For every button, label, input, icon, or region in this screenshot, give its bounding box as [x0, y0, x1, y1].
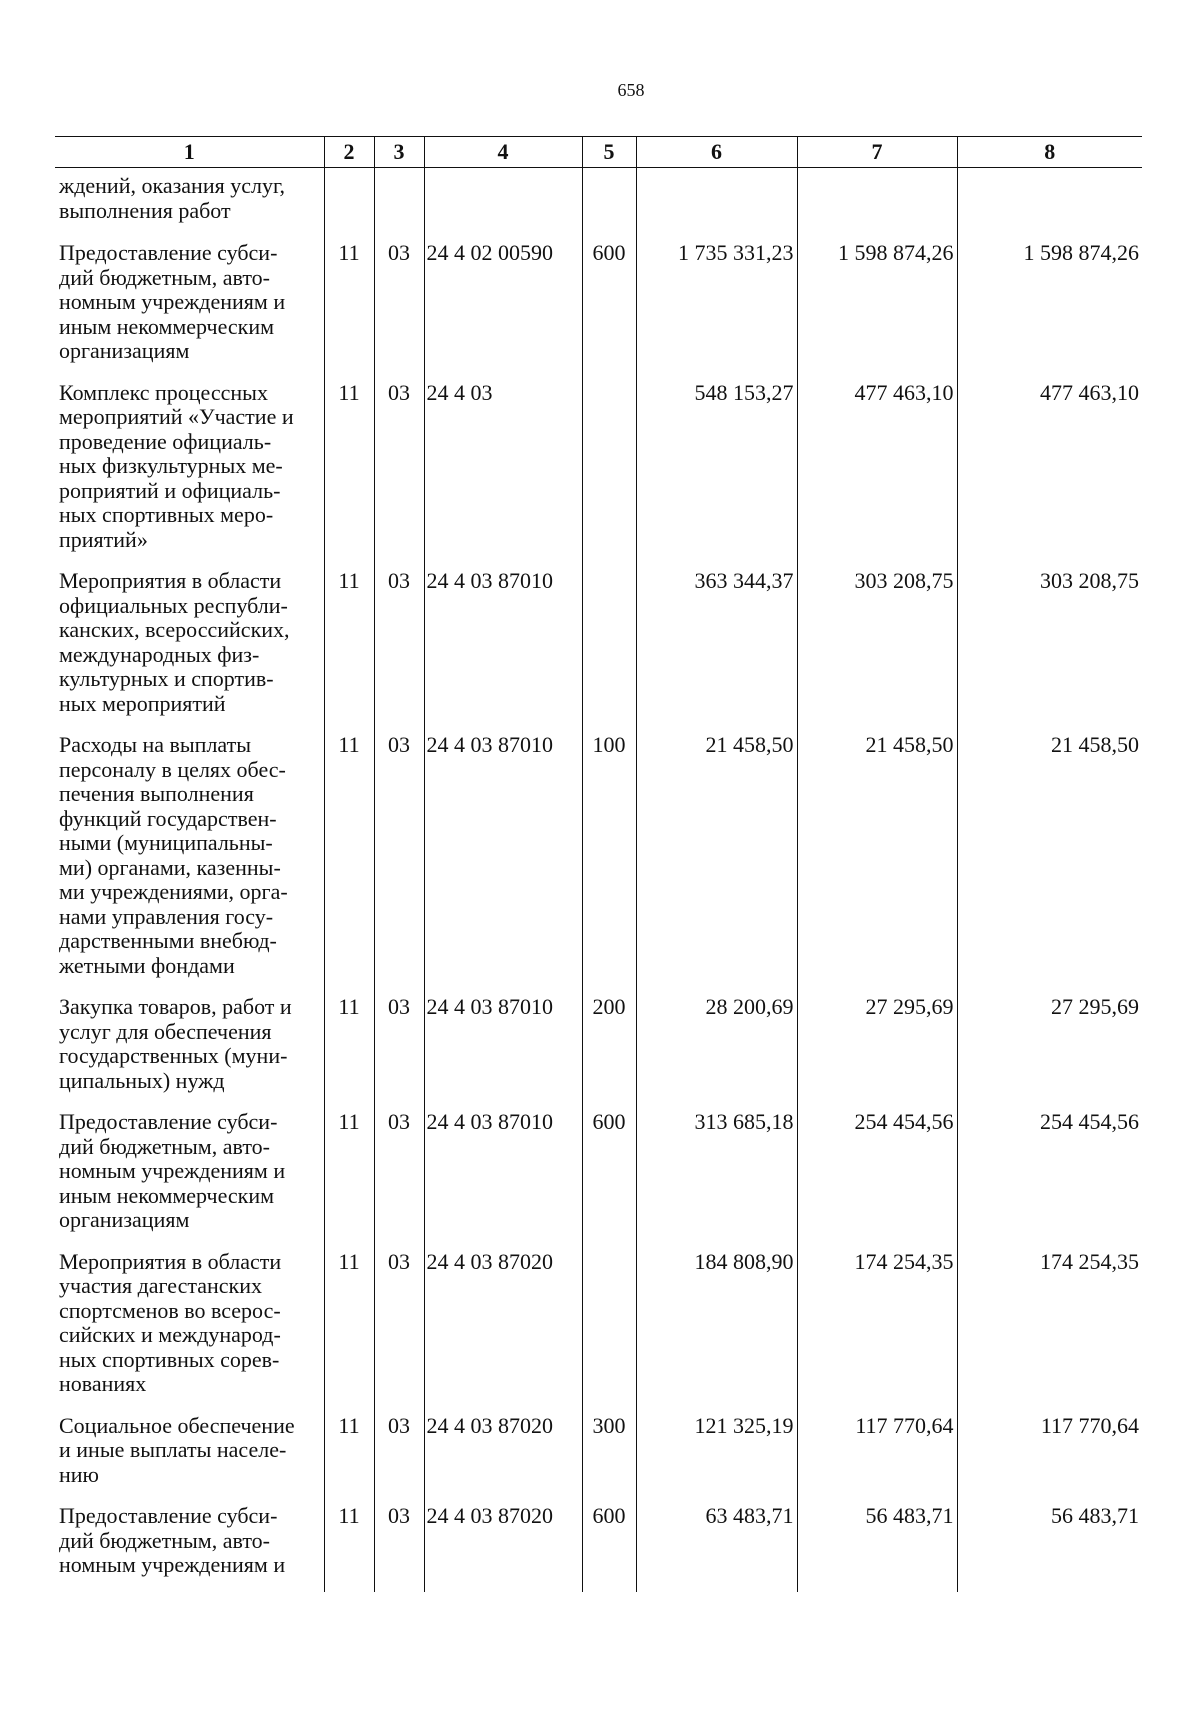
amount-cell: 174 254,35: [957, 1248, 1142, 1412]
table-row: [55, 1108, 1142, 1248]
table-row: [55, 168, 1142, 240]
amount-cell: 21 458,50: [636, 731, 797, 993]
amount-cell: 254 454,56: [957, 1108, 1142, 1248]
table-row: [55, 239, 1142, 379]
header-row: [55, 137, 1142, 168]
column-header: 3: [374, 137, 424, 168]
amount-cell: 117 770,64: [957, 1412, 1142, 1503]
table-body: [55, 168, 1142, 1592]
section-code-cell: 11: [324, 731, 374, 993]
section-code-cell: [324, 168, 374, 240]
column-header: 2: [324, 137, 374, 168]
expense-type-cell: [582, 379, 636, 568]
item-name-cell: Предоставление субси- дий бюджетным, авто- номным учреждениям и иным некоммерческим организациям: [59, 240, 286, 363]
target-article-cell: [424, 168, 582, 240]
expense-type-cell: [582, 567, 636, 731]
expense-type-cell: 600: [582, 239, 636, 379]
target-article-cell: 24 4 02 00590: [424, 239, 582, 379]
item-name-cell: Мероприятия в области официальных республи- канских, всероссийских, международных физ- культурных и спортив- ных мероприятий: [59, 568, 290, 716]
amount-cell: 1 735 331,23: [636, 239, 797, 379]
table-row: [55, 1248, 1142, 1412]
amount-cell: 1 598 874,26: [957, 239, 1142, 379]
amount-cell: 303 208,75: [797, 567, 957, 731]
section-code-cell: 11: [324, 567, 374, 731]
section-code-cell: 11: [324, 379, 374, 568]
expense-type-cell: 600: [582, 1502, 636, 1592]
amount-cell: [636, 168, 797, 240]
amount-cell: 1 598 874,26: [797, 239, 957, 379]
amount-cell: [957, 168, 1142, 240]
section-code-cell: 11: [324, 1412, 374, 1503]
expense-type-cell: [582, 1248, 636, 1412]
table-row: [55, 1412, 1142, 1503]
column-header: 5: [582, 137, 636, 168]
item-name-cell: Расходы на выплаты персоналу в целях обес- печения выполнения функций государствен- ными (муниципальны- ми) органами, казенны- ми учреждениями, орга- нами управления госу- дарственными внебюд- жетными фондами: [59, 732, 288, 978]
amount-cell: 21 458,50: [797, 731, 957, 993]
amount-cell: 174 254,35: [797, 1248, 957, 1412]
amount-cell: 56 483,71: [797, 1502, 957, 1592]
amount-cell: 254 454,56: [797, 1108, 957, 1248]
amount-cell: 121 325,19: [636, 1412, 797, 1503]
column-header: 1: [55, 137, 324, 168]
expense-type-cell: 600: [582, 1108, 636, 1248]
item-name-cell: Социальное обеспечение и иные выплаты населе- нию: [59, 1412, 295, 1487]
column-header: 6: [636, 137, 797, 168]
subsection-code-cell: [374, 168, 424, 240]
subsection-code-cell: 03: [374, 239, 424, 379]
target-article-cell: 24 4 03 87010: [424, 731, 582, 993]
amount-cell: 184 808,90: [636, 1248, 797, 1412]
section-code-cell: 11: [324, 1248, 374, 1412]
column-header: 8: [957, 137, 1142, 168]
target-article-cell: 24 4 03 87020: [424, 1248, 582, 1412]
amount-cell: [797, 168, 957, 240]
column-header: 4: [424, 137, 582, 168]
target-article-cell: 24 4 03 87010: [424, 1108, 582, 1248]
budget-table: [55, 136, 1142, 1592]
subsection-code-cell: 03: [374, 567, 424, 731]
table-row: [55, 993, 1142, 1108]
expense-type-cell: 200: [582, 993, 636, 1108]
table-row: [55, 1502, 1142, 1592]
target-article-cell: 24 4 03 87010: [424, 993, 582, 1108]
item-name-cell: Комплекс процессных мероприятий «Участие и проведение официаль- ных физкультурных ме- роприятий и официаль- ных спортивных меро- приятий»: [59, 379, 294, 552]
section-code-cell: 11: [324, 1108, 374, 1248]
column-header: 7: [797, 137, 957, 168]
amount-cell: 56 483,71: [957, 1502, 1142, 1592]
table-row: [55, 379, 1142, 568]
table-row: [55, 567, 1142, 731]
subsection-code-cell: 03: [374, 993, 424, 1108]
item-name-cell: ждений, оказания услуг, выполнения работ: [59, 173, 286, 223]
item-name-cell: Закупка товаров, работ и услуг для обеспечения государственных (муни- ципальных) нужд: [59, 994, 292, 1093]
item-name-cell: Мероприятия в области участия дагестанских спортсменов во всерос- сийских и международ- ных спортивных сорев- нованиях: [59, 1248, 282, 1396]
target-article-cell: 24 4 03: [424, 379, 582, 568]
target-article-cell: 24 4 03 87020: [424, 1502, 582, 1592]
subsection-code-cell: 03: [374, 731, 424, 993]
expense-type-cell: 300: [582, 1412, 636, 1503]
subsection-code-cell: 03: [374, 1412, 424, 1503]
expense-type-cell: 100: [582, 731, 636, 993]
amount-cell: 27 295,69: [797, 993, 957, 1108]
amount-cell: 21 458,50: [957, 731, 1142, 993]
amount-cell: 117 770,64: [797, 1412, 957, 1503]
section-code-cell: 11: [324, 239, 374, 379]
page-number: 658: [617, 80, 645, 100]
amount-cell: 477 463,10: [797, 379, 957, 568]
subsection-code-cell: 03: [374, 1248, 424, 1412]
target-article-cell: 24 4 03 87010: [424, 567, 582, 731]
subsection-code-cell: 03: [374, 379, 424, 568]
section-code-cell: 11: [324, 993, 374, 1108]
target-article-cell: 24 4 03 87020: [424, 1412, 582, 1503]
amount-cell: 27 295,69: [957, 993, 1142, 1108]
amount-cell: 548 153,27: [636, 379, 797, 568]
section-code-cell: 11: [324, 1502, 374, 1592]
subsection-code-cell: 03: [374, 1502, 424, 1592]
amount-cell: 477 463,10: [957, 379, 1142, 568]
table-row: [55, 731, 1142, 993]
item-name-cell: Предоставление субси- дий бюджетным, авто- номным учреждениям и: [59, 1503, 286, 1577]
amount-cell: 28 200,69: [636, 993, 797, 1108]
item-name-cell: Предоставление субси- дий бюджетным, авто- номным учреждениям и иным некоммерческим организациям: [59, 1109, 286, 1232]
amount-cell: 303 208,75: [957, 567, 1142, 731]
amount-cell: 63 483,71: [636, 1502, 797, 1592]
amount-cell: 313 685,18: [636, 1108, 797, 1248]
amount-cell: 363 344,37: [636, 567, 797, 731]
expense-type-cell: [582, 168, 636, 240]
subsection-code-cell: 03: [374, 1108, 424, 1248]
